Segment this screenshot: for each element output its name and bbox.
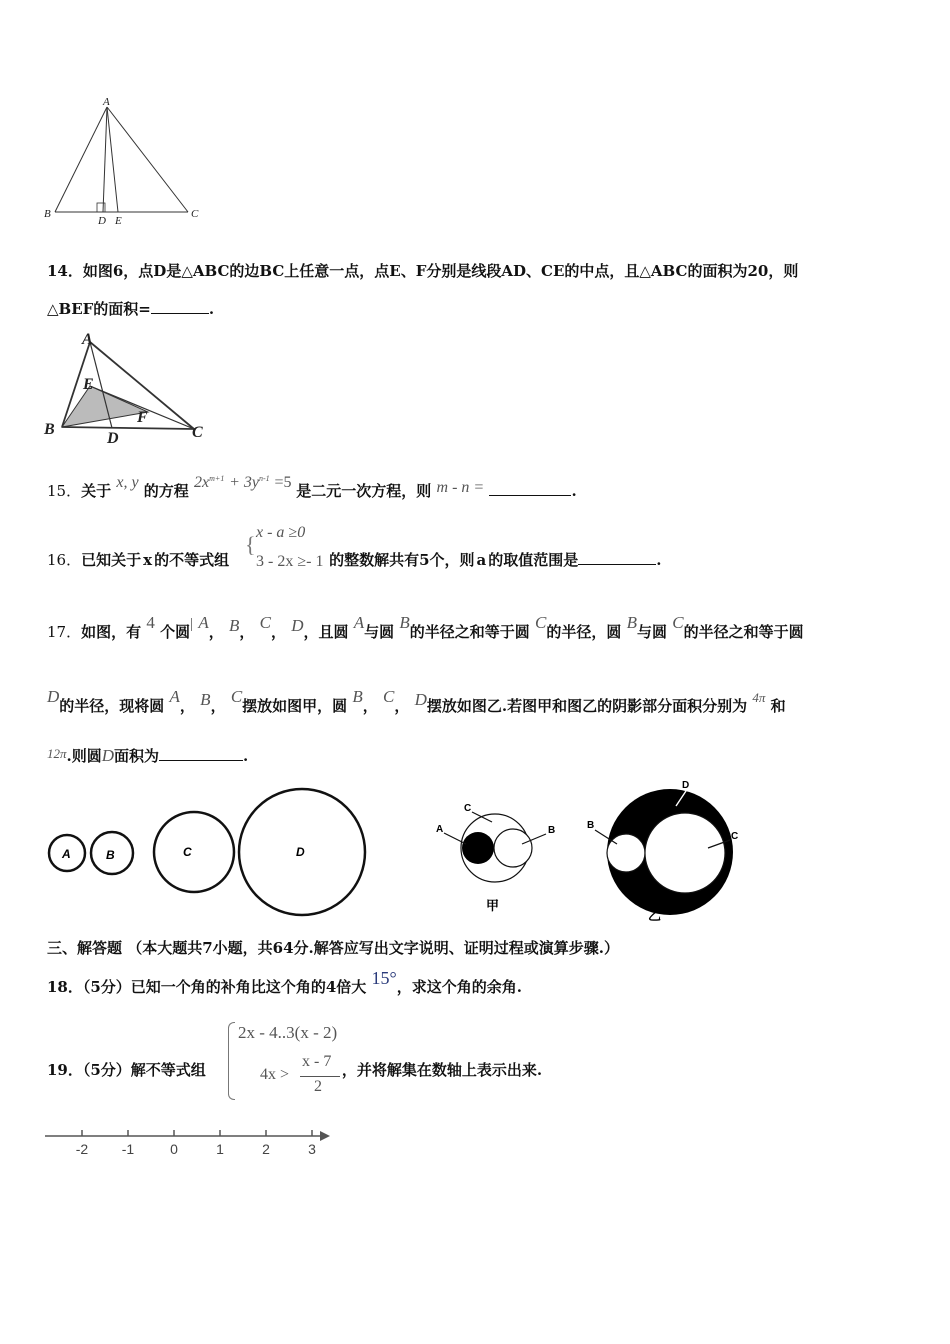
q19-text: 19．（5分）解不等式组 [47,1061,206,1079]
q17-text: 如图，有 [81,623,142,641]
jia-caption: 甲 [486,898,500,913]
q19-fraction-numerator: x - 7 [302,1053,332,1070]
math-d: D [414,690,427,709]
eq-term: =5 [274,474,292,491]
q17-text: .则圆 [66,747,102,765]
q17-text: 摆放如图乙.若图甲和图乙的阴影部分面积分别为 [426,697,748,715]
number-line [40,1120,340,1165]
q17-text: ，且圆 [303,623,349,641]
math-d: D [47,687,60,706]
math-xy: x, y [116,474,139,491]
jia-circle-a [462,832,494,864]
comma: ， [210,697,226,715]
comma: ， [270,623,286,641]
q17-text: 与圆 [637,623,668,641]
bar-glyph: | [190,616,194,632]
question-17-line2 [47,687,786,717]
question-14-line1 [47,261,798,281]
comma: ， [362,697,378,715]
math-b: B [228,616,240,635]
yi-label-c: C [731,831,739,842]
label-c: C [183,845,192,859]
tick-label: 0 [170,1141,178,1157]
altitude-ad [103,107,107,212]
math-b: B [626,613,638,632]
q16-system-brace: { [245,532,256,557]
q17-text: 面积为 [114,747,160,765]
side-ab [55,107,107,212]
period: . [656,551,662,569]
math-4: 4 [146,613,155,632]
jia-label-c: C [464,803,472,814]
label-f: F [137,409,148,426]
math-equation [194,473,296,491]
tick-label: -1 [121,1141,135,1157]
math-c: C [230,687,243,706]
math-b: B [200,690,211,709]
question-17-line3 [47,746,248,767]
right-angle-mark [97,203,105,212]
side-ac [107,107,188,212]
section-title: 三、解答题 （本大题共7小题，共64分.解答应写出文字说明、证明过程或演算步骤.） [47,939,619,957]
eq-exponent: m+1 [209,474,225,483]
comma: ， [239,623,255,641]
circles-figure [40,778,760,928]
question-16 [47,550,662,570]
comma: ， [394,697,410,715]
q19-ineq-line1: 2x - 4..3(x - 2) [238,1023,338,1042]
q14-text: 14．如图6，点D是△ABC的边BC上任意一点，点E、F分别是线段AD、CE的中点，且△ABC的面积为20，则 [47,262,799,280]
label-b: B [44,208,51,220]
question-19 [47,1060,542,1080]
eq-term: + 3y [229,474,260,491]
triangle-figure-top [40,92,210,232]
math-b: B [399,613,410,632]
q15-text: 关于 [81,482,112,500]
q16-text: 的不等式组 [154,551,230,569]
math-area1: 4π [752,690,766,705]
yi-circle-c [645,813,725,893]
q17-text: 的半径，现将圆 [59,697,165,715]
question-number: 15． [47,482,82,500]
answer-blank[interactable] [489,495,571,496]
math-d: D [291,616,304,635]
label-c: C [191,208,199,220]
question-number: 17． [47,623,82,641]
yi-caption: 乙 [648,908,662,923]
q15-text: 是二元一次方程，则 [296,482,432,500]
q16-text: 的整数解共有5个，则 [329,551,475,569]
question-14-line2 [47,299,214,319]
math-b: B [352,687,363,706]
period: . [208,300,215,318]
answer-blank[interactable] [151,313,209,314]
label-a: A [103,96,110,108]
math-c: C [672,613,684,632]
math-area2: 12π [47,746,67,761]
circle-c [154,812,234,892]
q19-ineq-line2-left: 4x > [260,1066,290,1083]
period: . [243,747,249,765]
jia-circle-b [494,829,532,867]
label-a: A [62,847,71,861]
math-d: D [101,746,115,765]
yi-label-d: D [682,780,690,791]
math-c: C [383,687,395,706]
comma: ， [208,623,224,641]
math-c: C [259,613,271,632]
eq-term: 2x [194,474,210,491]
q16-ineq-line2: 3 - 2x ≥- 1 [256,553,324,570]
label-d: D [296,845,305,859]
label-a: A [82,331,93,348]
q17-text: 与圆 [364,623,395,641]
segment-ae [107,107,118,212]
math-a: A [169,687,180,706]
q19-fraction-denominator: 2 [314,1078,322,1095]
math-a: A [353,613,365,632]
tick-label: 1 [216,1141,224,1157]
math-c: C [535,613,547,632]
var-x: x [143,551,153,569]
math-m-minus-n: m - n = [436,479,485,496]
q18-text: 18．（5分）已知一个角的补角比这个角的4倍大 [47,978,367,996]
tick-label: 2 [262,1141,270,1157]
label-b: B [44,421,55,438]
period: . [571,482,577,500]
jia-label-b: B [548,825,556,836]
q17-text: 的半径，圆 [546,623,622,641]
q16-text: 已知关于 [81,551,142,569]
eq-exponent: n-1 [259,474,270,483]
math-a: A [198,613,209,632]
question-number: 16． [47,551,82,569]
label-e: E [83,376,94,393]
label-d: D [98,215,106,227]
axis-arrow [320,1131,330,1141]
section-3-heading [47,938,619,958]
comma: ， [179,697,195,715]
yi-circle-b [607,834,645,872]
q17-text: 的半径之和等于圆 [683,623,804,641]
answer-blank[interactable] [159,760,243,761]
q17-text: 的半径之和等于圆 [409,623,530,641]
q17-text: 摆放如图甲，圆 [242,697,348,715]
q14-text2: △BEF的面积= [47,300,151,318]
q17-text: 个圆 [160,623,191,641]
triangle-figure-6 [40,330,220,445]
tick-label: -2 [75,1141,89,1157]
q16-ineq-line1: x - a ≥0 [256,524,306,541]
var-a: a [476,551,487,569]
label-b: B [106,848,115,862]
question-15 [47,474,577,502]
label-c: C [192,424,203,441]
answer-blank[interactable] [578,564,656,565]
jia-label-a: A [436,824,444,835]
question-18 [47,968,522,997]
question-17-line1 [47,613,804,643]
q17-text: 和 [770,697,786,715]
label-e: E [115,215,122,227]
math-angle: 15° [371,968,397,988]
q16-text: 的取值范围是 [488,551,579,569]
q15-text: 的方程 [143,482,189,500]
yi-label-b: B [587,820,595,831]
tick-label: 3 [308,1141,316,1157]
q18-text: ，求这个角的余角. [396,978,522,996]
side-bc [62,427,194,429]
label-d: D [107,430,119,445]
q19-text: ，并将解集在数轴上表示出来. [341,1061,543,1079]
